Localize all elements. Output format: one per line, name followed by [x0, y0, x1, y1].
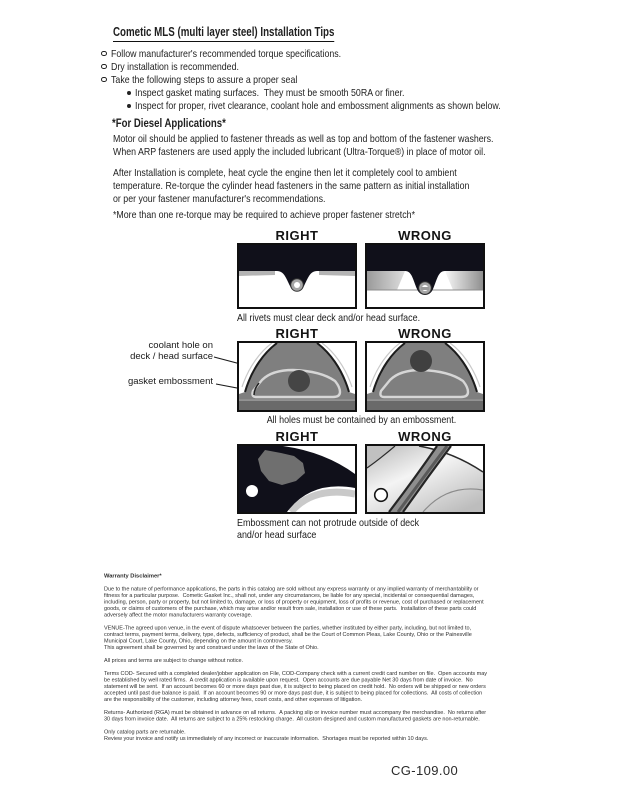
circle-bullet-icon	[101, 51, 107, 57]
callout-coolant-hole-line2: deck / head surface	[130, 350, 213, 362]
list-item-text: Inspect gasket mating surfaces. They must be smooth 50RA or finer.	[135, 86, 405, 99]
wrong-label: WRONG	[398, 228, 452, 243]
diagram-protrusion-wrong	[365, 444, 485, 514]
page-title-text: Cometic MLS (multi layer steel) Installation Tips	[113, 24, 334, 42]
paragraph-line: When ARP fasteners are used apply the included lubricant (Ultra-Torque®) in place of motor oil.	[113, 146, 486, 158]
legal-paragraph-invoice: Only catalog parts are returnable. Review your invoice and notify us immediately of any incorrect or inaccurate information. Shortages must be reported within 10 days.	[104, 729, 429, 742]
paragraph-line: After Installation is complete, heat cycle the engine then let it completely cool to ambient	[113, 167, 457, 179]
caption-line: and/or head surface	[237, 529, 317, 541]
diagram-rivet-wrong	[365, 243, 485, 309]
page-code: CG-109.00	[391, 763, 459, 778]
diagram-embossment-wrong	[365, 341, 485, 412]
list-item	[101, 60, 570, 73]
warranty-disclaimer-heading: Warranty Disclaimer*	[104, 573, 162, 579]
dot-bullet-icon	[127, 104, 131, 108]
right-label: RIGHT	[275, 326, 319, 341]
list-sub-item	[101, 99, 570, 112]
diagram-rivet-right	[237, 243, 357, 309]
legal-paragraph-warranty: Due to the nature of performance applications, the parts in this catalog are sold without any express warranty or any implied warranty of merchantability or fitness for a particular purpose. Cometic Gasket Inc., shall not, under any circumstances, be liable for any special, incidental or consequential damages, including, person, party or property, but not limited to, damage, or loss of property or equipment, loss of profits or revenue, cost of purchased or replacement goods, or claims of customers of the purchase, which may arise and/or result from sale, installation or use of these parts. Installation of these parts could adversely affect the motor manufacturers warranty coverage.	[104, 586, 484, 618]
callout-gasket-embossment: gasket embossment	[127, 376, 213, 387]
diagram-row2-caption: All holes must be contained by an embossment.	[266, 414, 456, 426]
wrong-label: WRONG	[398, 429, 452, 444]
legal-paragraph-venue: VENUE-The agreed upon venue, in the event of dispute whatsoever between the parties, whether instituted by either party, including, but not limited to, contract terms, payment terms, delivery, type, defects, sufficiency of product, shall be the Court of Common Pleas, Lake County, Ohio or the Painesville Municipal Court, Lake County, Ohio, depending on the amount in controversy. This agreement shall be governed by and construed under the laws of the State of Ohio.	[104, 625, 472, 651]
embossment-wrong-illustration	[367, 343, 483, 410]
list-item	[101, 73, 570, 86]
rivet-right-illustration	[239, 245, 355, 307]
protrusion-wrong-illustration	[367, 446, 483, 512]
callout-coolant-hole-line1: coolant hole on	[148, 340, 213, 351]
legal-paragraph-terms: Terms COD- Secured with a completed dealer/jobber application on File, COD-Company check with a current credit card number on file. Open accounts may be established by well rated firms. A credit application is available upon request. Open accounts are due payable Net 30 days from date of invoice. No statement will be sent. If an account becomes 60 or more days past due, it is subject to being placed on credit hold. No orders will be shipped or new orders accepted until past due balance is paid. If an account becomes 90 or more days past due, it is subject to being placed for collections. All costs of collection are the responsibility of the customer, including attorney fees, court costs, and other expenses of litigation.	[104, 670, 488, 703]
list-item-text: Dry installation is recommended.	[110, 60, 239, 73]
right-label: RIGHT	[275, 228, 319, 243]
list-item-text: Inspect for proper, rivet clearance, coolant hole and embossment alignments as shown below.	[135, 99, 501, 112]
diagram-protrusion-right	[237, 444, 357, 514]
diesel-section-heading: *For Diesel Applications*	[112, 116, 226, 130]
list-item-text: Follow manufacturer's recommended torque specifications.	[110, 47, 341, 60]
install-tips-list	[101, 47, 570, 112]
list-item-text: Take the following steps to assure a proper seal	[110, 73, 297, 86]
diagram-row1-labels	[237, 228, 485, 243]
paragraph-line: temperature. Re-torque the cylinder head fasteners in the same pattern as initial installation	[113, 180, 470, 192]
diesel-paragraph-2	[113, 167, 537, 206]
caption-line: Embossment can not protrude outside of deck	[237, 517, 420, 529]
paragraph-line: Motor oil should be applied to fastener threads as well as top and bottom of the fastener washers.	[113, 133, 494, 145]
paragraph-line: or per your fastener manufacturer's recommendations.	[113, 193, 326, 205]
right-label: RIGHT	[275, 429, 319, 444]
diagram-embossment-right	[237, 341, 357, 412]
list-sub-item	[101, 86, 570, 99]
protrusion-right-illustration	[239, 446, 355, 512]
diesel-paragraph-1	[113, 133, 566, 159]
list-item	[101, 47, 570, 60]
dot-bullet-icon	[127, 91, 131, 95]
retorque-note: *More than one re-torque may be required to achieve proper fastener stretch*	[113, 209, 416, 221]
diagram-row3-labels	[237, 429, 485, 444]
embossment-right-illustration	[239, 343, 355, 410]
diagram-row1-caption: All rivets must clear deck and/or head surface.	[237, 312, 421, 324]
rivet-wrong-illustration	[367, 245, 483, 307]
wrong-label: WRONG	[398, 326, 452, 341]
warranty-disclaimer-block	[104, 573, 529, 749]
page-title	[113, 24, 408, 42]
diagram-row2-labels	[237, 326, 485, 341]
legal-paragraph-returns: Returns- Authorized (RGA) must be obtained in advance on all returns. A packing slip or invoice number must accompany the merchandise. No returns after 30 days from invoice date. All returns are subject to a 25% restocking charge. All custom designed and custom manufactured gaskets are non-returnable.	[104, 709, 487, 722]
diagram-row3-caption	[237, 517, 451, 541]
circle-bullet-icon	[101, 64, 107, 70]
circle-bullet-icon	[101, 77, 107, 83]
legal-paragraph-prices: All prices and terms are subject to change without notice.	[104, 657, 244, 664]
diagram-callouts	[100, 341, 213, 388]
